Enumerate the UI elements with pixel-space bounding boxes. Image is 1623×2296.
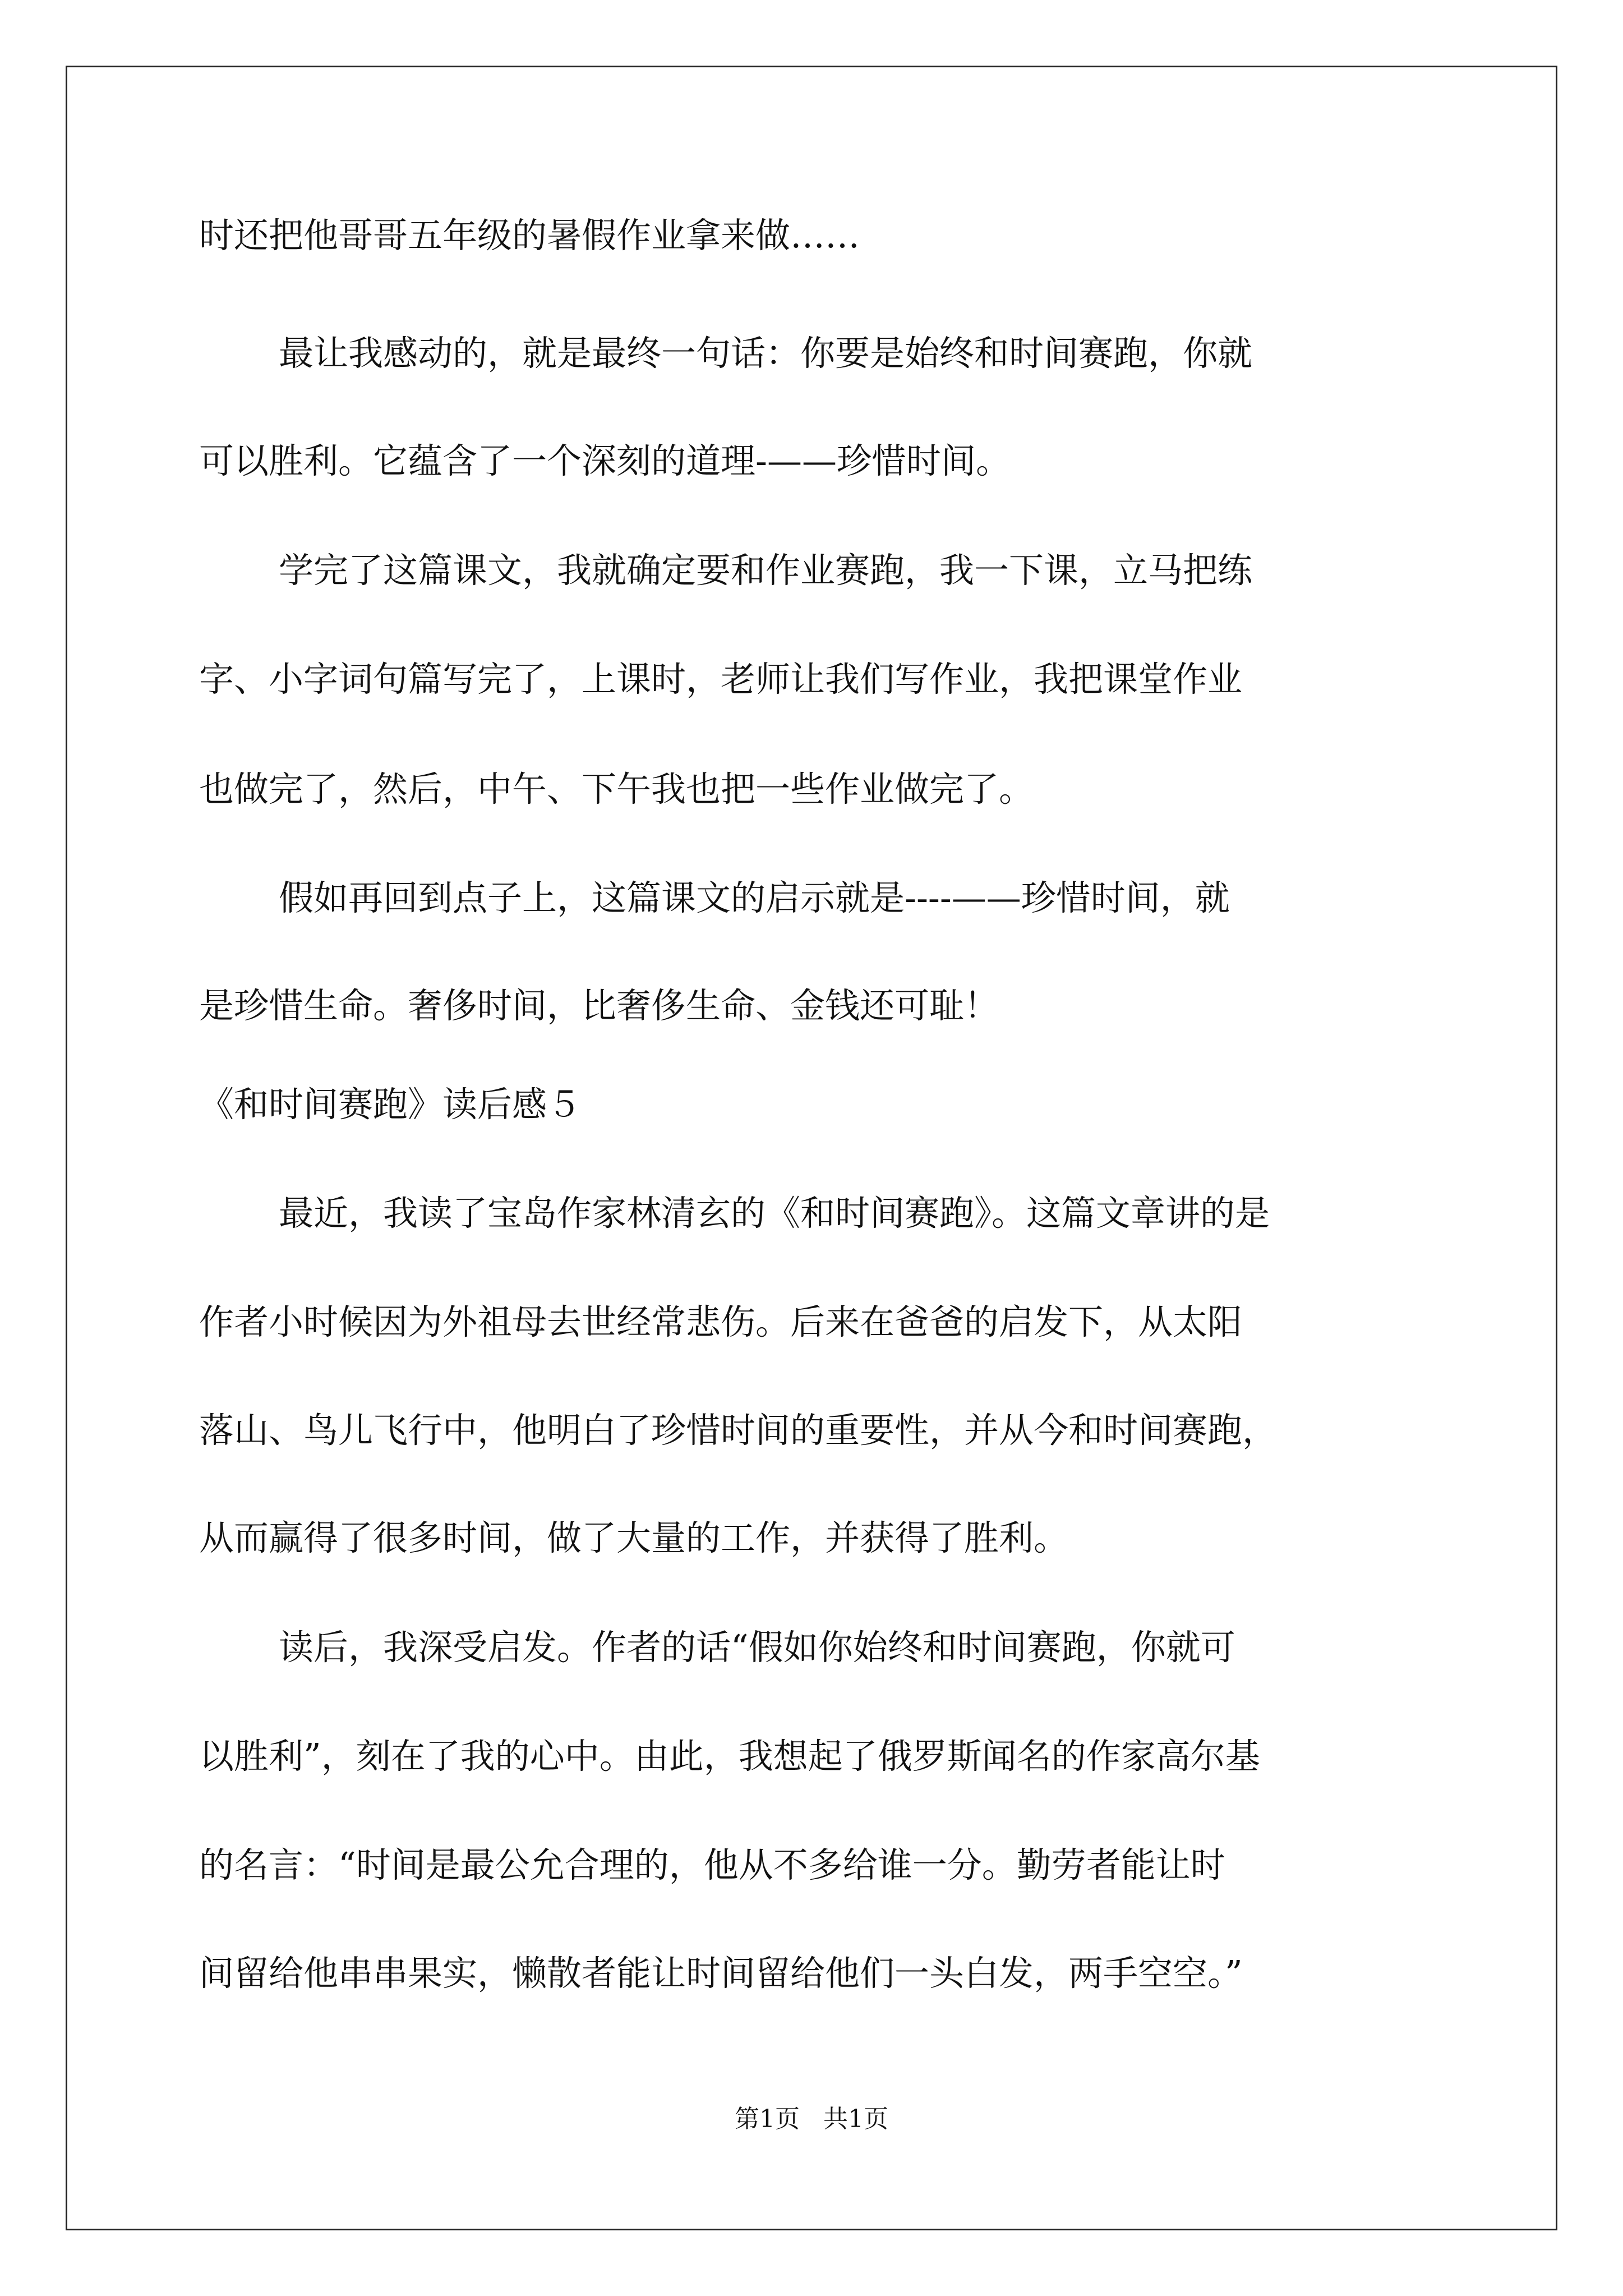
text-line: 最让我感动的，就是最终一句话：你要是始终和时间赛跑，你就: [279, 333, 1253, 374]
text-line: 学完了这篇课文，我就确定要和作业赛跑，我一下课，立马把练: [279, 550, 1253, 591]
text-line: 落山、鸟儿飞行中，他明白了珍惜时间的重要性，并从今和时间赛跑，: [199, 1410, 1278, 1451]
text-line: 是珍惜生命。奢侈时间，比奢侈生命、金钱还可耻！: [199, 985, 999, 1026]
section-heading: 《和时间赛跑》读后感５: [199, 1084, 582, 1125]
text-line: 从而赢得了很多时间，做了大量的工作，并获得了胜利。: [199, 1517, 1069, 1558]
text-line: 也做完了，然后，中午、下午我也把一些作业做完了。: [199, 769, 1034, 809]
text-line: 间留给他串串果实，懒散者能让时间留给他们一头白发，两手空空。”: [199, 1953, 1243, 1994]
page-border: [66, 66, 1557, 2230]
text-line: 的名言：“时间是最公允合理的，他从不多给谁一分。勤劳者能让时: [199, 1844, 1225, 1885]
text-line: 时还把他哥哥五年级的暑假作业拿来做……: [199, 215, 860, 256]
text-line: 作者小时候因为外祖母去世经常悲伤。后来在爸爸的启发下，从太阳: [199, 1301, 1243, 1342]
page-footer: 第1页 共1页: [735, 2105, 888, 2133]
text-line: 假如再回到点子上，这篇课文的启示就是----——珍惜时间，就: [279, 877, 1230, 918]
text-line: 以胜利”，刻在了我的心中。由此，我想起了俄罗斯闻名的作家高尔基: [199, 1736, 1260, 1777]
text-line: 最近，我读了宝岛作家林清玄的《和时间赛跑》。这篇文章讲的是: [279, 1193, 1270, 1234]
text-line: 可以胜利。它蕴含了一个深刻的道理-——珍惜时间。: [199, 440, 1011, 481]
text-line: 读后，我深受启发。作者的话“假如你始终和时间赛跑，你就可: [279, 1627, 1235, 1668]
text-line: 字、小字词句篇写完了，上课时，老师让我们写作业，我把课堂作业: [199, 659, 1243, 700]
